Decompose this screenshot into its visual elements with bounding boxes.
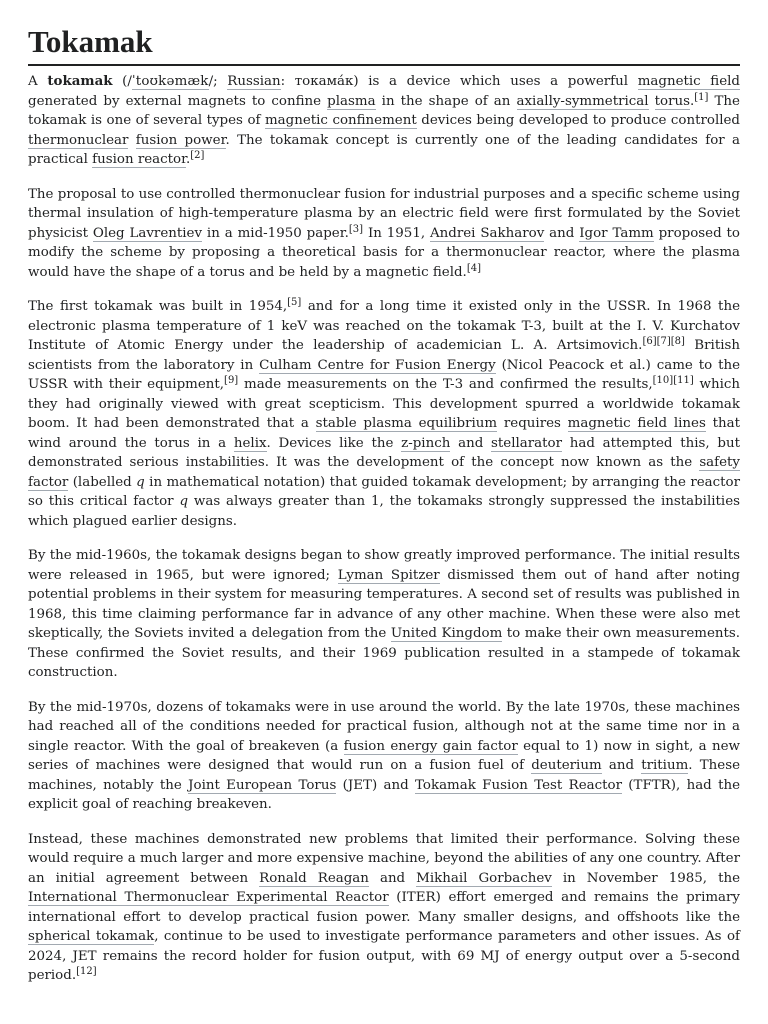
link-plasma[interactable]: plasma (327, 93, 376, 109)
text: in a mid-1950 paper. (202, 225, 349, 241)
text: and (450, 435, 492, 451)
citation-2[interactable]: [2] (190, 150, 205, 161)
math-q: q (136, 474, 145, 490)
link-stable-plasma-equilibrium[interactable]: stable plasma equilibrium (315, 416, 498, 431)
text: In 1951, (363, 225, 430, 241)
citation-5[interactable]: [5] (287, 297, 302, 308)
text: which they had originally viewed with great scepticism. This development spurred a worldwide tokamak boom. It had been demonstrated that a (28, 377, 740, 431)
text: . The tokamak concept is currently one of the leading candidates for a practical (28, 132, 740, 167)
link-safety-factor[interactable]: safety factor (28, 455, 740, 490)
link-andrei-sakharov[interactable]: Andrei Sakharov (429, 225, 545, 241)
text: generated by external magnets to confine (28, 93, 328, 109)
citation-3[interactable]: [3] (348, 223, 364, 235)
text: devices being developed to produce controlled (416, 113, 741, 128)
text: requires (497, 416, 568, 431)
text: . (186, 152, 191, 167)
text: was always greater than 1, the tokamaks strongly suppressed the instabilities which plagued earlier designs. (28, 494, 740, 529)
paragraph-mid-1960s (28, 546, 740, 683)
link-tritium[interactable]: tritium (641, 758, 689, 773)
citation-8[interactable]: [8] (670, 336, 685, 347)
link-fusion-energy-gain-factor[interactable]: fusion energy gain factor (343, 738, 518, 754)
link-magnetic-field-lines[interactable]: magnetic field lines (567, 416, 706, 431)
link-culham[interactable]: Culham Centre for Fusion Energy (259, 357, 496, 373)
text: and (368, 870, 417, 886)
paragraph-iter (28, 830, 740, 986)
text: By the mid-1970s, dozens of tokamaks were in use around the world. By the late 1970s, these machines had reached all of the conditions needed for practical fusion, although not at the same time nor in a single reactor. With the goal of breakeven (a (28, 699, 740, 754)
link-fusion-power[interactable]: fusion power (135, 132, 226, 148)
text: in mathematical notation) that guided tokamak development; by arranging the reactor so this critical factor (28, 474, 740, 509)
link-helix[interactable]: helix (233, 435, 267, 451)
text: By the mid-1960s, the tokamak designs began to show greatly improved performance. The initial results were released in 1965, but were ignored; (28, 548, 740, 583)
text: The first tokamak was built in 1954, (28, 299, 288, 314)
text: to make their own measurements. These confirmed the Soviet results, and their 1969 publication resulted in a stampede of tokamak construction. (28, 626, 740, 680)
citation-7[interactable]: [7] (656, 336, 671, 347)
link-stellarator[interactable]: stellarator (491, 435, 562, 451)
text: . These machines, notably the (28, 758, 741, 793)
text: (ITER) effort emerged and remains the primary international effort to develop practical fusion power. Many smaller designs, and offshoots like the (28, 890, 741, 925)
link-iter[interactable]: International Thermonuclear Experimental Reactor (28, 890, 389, 905)
link-axially-symmetrical[interactable]: axially-symmetrical (516, 93, 649, 109)
paragraph-mid-1970s (28, 698, 740, 815)
link-z-pinch[interactable]: z-pinch (401, 435, 451, 451)
link-spherical-tokamak[interactable]: spherical tokamak (28, 929, 155, 944)
text: (JET) and (336, 777, 415, 793)
citation-4[interactable]: [4] (466, 262, 481, 274)
page-title: Tokamak (28, 24, 740, 66)
text: that wind around the torus in a (28, 416, 740, 451)
text: (labelled (68, 474, 137, 490)
text: in November 1985, the (551, 870, 740, 886)
link-thermonuclear[interactable]: thermonuclear (28, 132, 129, 148)
link-russian[interactable]: Russian (227, 74, 281, 89)
link-deuterium[interactable]: deuterium (531, 758, 602, 773)
link-magnetic-field[interactable]: magnetic field (637, 74, 741, 89)
text: . (689, 93, 695, 109)
text: proposed to modify the scheme by proposing a theoretical basis for a thermonuclear reactor, where the plasma would have the shape of a torus and be held by a magnetic field. (28, 225, 740, 280)
link-joint-european-torus[interactable]: Joint European Torus (188, 777, 337, 793)
text: : токама́к) is a device which uses a powerful (280, 74, 638, 89)
text: (/ (112, 74, 132, 89)
link-united-kingdom[interactable]: United Kingdom (390, 626, 503, 641)
citation-10[interactable]: [10] (652, 375, 674, 386)
text: British scientists from the laboratory in (28, 338, 740, 373)
text: (Nicol Peacock et al.) came to the USSR with their equipment, (28, 357, 740, 392)
text: in the shape of an (375, 93, 517, 109)
link-magnetic-confinement[interactable]: magnetic confinement (264, 113, 417, 128)
link-igor-tamm[interactable]: Igor Tamm (579, 225, 654, 241)
text: (TFTR), had the explicit goal of reaching breakeven. (28, 777, 741, 812)
text: , continue to be used to investigate performance parameters and other issues. As of 2024, JET remains the record holder for fusion output, with 69 MJ of energy output over a 5-second period. (28, 929, 740, 983)
link-mikhail-gorbachev[interactable]: Mikhail Gorbachev (416, 870, 552, 886)
text: and (544, 225, 580, 241)
citation-11[interactable]: [11] (673, 375, 694, 386)
text: and for a long time it existed only in the USSR. In 1968 the electronic plasma temperature of 1 keV was reached on the tokamak T-3, built at the I. V. Kurchatov Institute of Atomic Energy under the leadership of academician L. A. Artsimovich. (28, 299, 740, 353)
term-tokamak: tokamak (47, 73, 113, 89)
link-ronald-reagan[interactable]: Ronald Reagan (259, 870, 369, 886)
citation-6[interactable]: [6] (642, 336, 657, 347)
link-fusion-reactor[interactable]: fusion reactor (92, 152, 187, 167)
text: and (601, 758, 642, 773)
text: equal to 1) now in sight, a new series of machines were designed that would run on a fusion fuel of (28, 738, 740, 773)
paragraph-first-tokamak (28, 297, 740, 531)
text: . Devices like the (266, 435, 402, 451)
link-oleg-lavrentiev[interactable]: Oleg Lavrentiev (92, 225, 203, 241)
text (128, 133, 135, 148)
link-torus[interactable]: torus (654, 93, 690, 109)
citation-9[interactable]: [9] (224, 375, 239, 386)
link-tftr[interactable]: Tokamak Fusion Test Reactor (415, 777, 622, 793)
text: dismissed them out of hand after noting potential problems in their system for measuring temperatures. A second set of results was published in 1968, this time claiming performance far in advance of any other machine. When these were also met skeptically, the Soviets invited a delegation from the (28, 567, 740, 641)
link-lyman-spitzer[interactable]: Lyman Spitzer (337, 567, 440, 583)
text: The tokamak is one of several types of (28, 93, 740, 128)
paragraph-intro (28, 72, 740, 170)
text: /; (208, 74, 228, 89)
text (649, 94, 655, 109)
citation-1[interactable]: [1] (694, 91, 709, 103)
text: Instead, these machines demonstrated new problems that limited their performance. Solving these would require a much larger and more expensive machine, beyond the abilities of any one country. After an initial agreement between (28, 831, 740, 886)
text: A (28, 74, 48, 89)
text: made measurements on the T-3 and confirmed the results, (238, 377, 653, 392)
paragraph-proposal (28, 185, 740, 283)
math-q: q (179, 494, 189, 509)
link-pronunciation[interactable]: ˈtoʊkəmæk (131, 74, 209, 89)
text: The proposal to use controlled thermonuclear fusion for industrial purposes and a specific scheme using thermal insulation of high-temperature plasma by an electric field were first formulated by the Soviet physicist (28, 186, 740, 241)
citation-12[interactable]: [12] (76, 966, 97, 977)
text: had attempted this, but demonstrated serious instabilities. It was the development of the concept now known as the (28, 435, 740, 470)
